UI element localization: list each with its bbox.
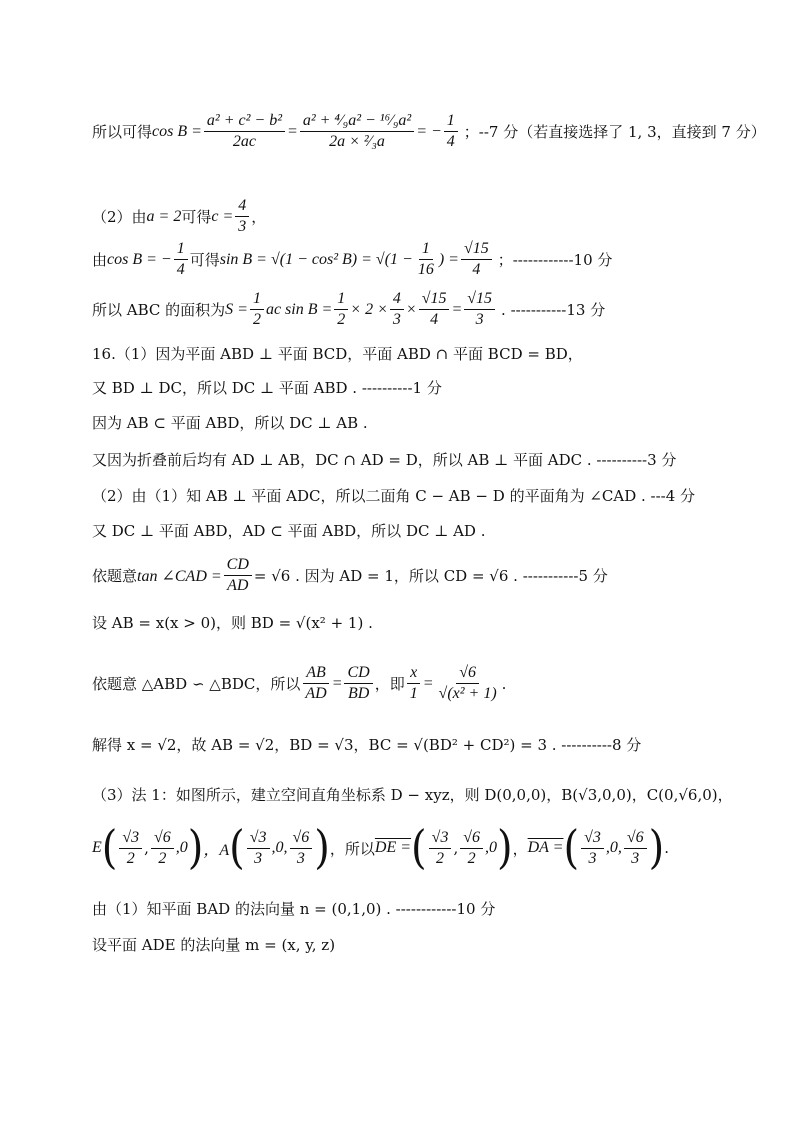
fraction [415, 240, 437, 279]
fraction [436, 664, 500, 703]
math-expr: tan ∠CAD = [137, 567, 222, 585]
text: ，所以 [329, 839, 375, 858]
line-part3: （3）法 1：如图所示，建立空间直角坐标系 D − xyz，则 D(0,0,0)，B(√3,0,0)，C(0,√6,0)， [92, 786, 733, 804]
score-note: . -----------13 分 [501, 301, 606, 319]
fraction-denominator: 4 [176, 261, 185, 278]
fraction-denominator: 3 [588, 849, 597, 867]
math-expr: c = [211, 207, 234, 225]
fraction-denominator: 3 [392, 311, 401, 328]
fraction [174, 240, 188, 279]
line-prefix: 依题意 [92, 567, 138, 585]
fraction-denominator: AD [305, 685, 327, 702]
math-expr: × 2 × [350, 300, 388, 318]
fraction [300, 112, 414, 151]
fraction-numerator: x [407, 664, 420, 684]
math-expr: × [405, 300, 417, 318]
equals-sign: = [422, 674, 434, 692]
fraction-denominator: 2ac [232, 133, 257, 150]
equals-sign: = [287, 122, 298, 140]
score-note: ；------------10 分 [497, 251, 613, 269]
fraction-numerator: √15 [419, 290, 450, 310]
fraction-denominator: 2a × ²⁄₃a [329, 133, 385, 150]
fraction [344, 664, 372, 703]
score-note: ；--7 分（若直接选择了 1, 3，直接到 7 分） [463, 123, 766, 141]
fraction-numerator: 4 [390, 290, 404, 310]
math-expr: ) = [438, 250, 459, 268]
text: . [664, 839, 670, 857]
math-expr: ,0, [605, 839, 622, 856]
fraction-denominator: 16 [417, 261, 434, 278]
math-expr: ,0 [175, 839, 188, 856]
fraction-numerator: CD [344, 664, 372, 684]
math-expr: ,0 [485, 839, 497, 856]
fraction-numerator: √6 [624, 829, 647, 849]
fraction [407, 664, 421, 703]
score-note: = √6 . 因为 AD = 1，所以 CD = √6 . -----------5 分 [253, 567, 608, 585]
equals-sign: = [331, 674, 343, 692]
line-solve: 解得 x = √2，故 AB = √2，BD = √3，BC = √(BD² + CD²) = 3 . ----------8 分 [92, 736, 642, 754]
paren-group: ( $\frac{√3}{3}$ ,0, $\frac{√6}{3}$ ) [229, 821, 330, 875]
text: 可得 [181, 208, 212, 226]
fraction-denominator: 2 [158, 849, 167, 867]
fraction-numerator: √3 [247, 829, 270, 849]
fraction-numerator: √6 [290, 829, 313, 849]
fraction-numerator: √3 [119, 829, 142, 849]
fraction-numerator: a² + ⁴⁄₉a² − ¹⁶⁄₉a² [300, 112, 414, 132]
line-sinB [92, 240, 612, 279]
line-tan [92, 556, 608, 595]
fraction-denominator: 3 [238, 218, 247, 235]
fraction-numerator: 1 [419, 240, 433, 260]
text: 可得 [189, 251, 220, 269]
math-expr: a = 2 [146, 207, 182, 225]
fraction [461, 240, 492, 279]
vector-DE: DE = [374, 839, 412, 856]
fraction-numerator: √3 [429, 829, 452, 849]
line-cosB [92, 112, 766, 151]
fraction-numerator: 1 [174, 240, 188, 260]
fraction-denominator: 2 [436, 849, 445, 867]
fraction [302, 664, 329, 703]
fraction [334, 290, 348, 329]
result-prefix: = − [416, 122, 442, 140]
fraction-numerator: 4 [235, 197, 249, 217]
fraction-denominator: 3 [254, 849, 263, 867]
fraction-denominator: 3 [475, 311, 484, 328]
math-expr: ac sin B = [265, 300, 333, 318]
line-prefix: 依题意 △ABD ∽ △BDC，所以 [92, 675, 301, 693]
fraction-numerator: 1 [250, 290, 264, 310]
math-expr: sin B = √(1 − cos² B) = √(1 − [219, 250, 413, 268]
line-16-5: （2）由（1）知 AB ⊥ 平面 ADC，所以二面角 C − AB − D 的平面角为 ∠CAD . ---4 分 [92, 487, 696, 505]
fraction-numerator: √15 [461, 240, 492, 260]
fraction-denominator: √(x² + 1) [438, 685, 497, 702]
text: ， [251, 208, 267, 226]
fraction-denominator: 2 [126, 849, 135, 867]
line-16-1: 16.（1）因为平面 ABD ⊥ 平面 BCD，平面 ABD ∩ 平面 BCD = BD， [92, 345, 583, 363]
point-label: ，A [203, 841, 230, 859]
fraction-denominator: 2 [252, 311, 261, 328]
equals-sign: = [191, 122, 202, 140]
fraction [390, 290, 404, 329]
line-16-6: 又 DC ⊥ 平面 ABD，AD ⊂ 平面 ABD，所以 DC ⊥ AD . [92, 522, 486, 540]
paren-group: ( $\frac{√3}{3}$ ,0, $\frac{√6}{3}$ ) [563, 821, 665, 875]
line-part2 [92, 197, 266, 236]
equals-sign: = [451, 300, 463, 318]
fraction-numerator: AB [303, 664, 329, 684]
line-normal-m: 设平面 ADE 的法向量 m = (x, y, z) [92, 936, 336, 954]
cosB-label: cos B [152, 122, 188, 140]
line-prefix: 所以 ABC 的面积为 [92, 301, 226, 319]
line-prefix: 由 [92, 251, 108, 269]
line-similar [92, 664, 506, 703]
math-expr: ,0, [271, 839, 288, 856]
fraction [464, 290, 495, 329]
line-16-4: 又因为折叠前后均有 AD ⊥ AB，DC ∩ AD = D，所以 AB ⊥ 平面 ADC . ----------3 分 [92, 451, 677, 469]
fraction-numerator: a² + c² − b² [204, 112, 285, 132]
fraction-denominator: 3 [631, 849, 640, 867]
text: . [501, 674, 507, 693]
text: ，即 [374, 675, 405, 693]
math-expr: cos B = − [107, 250, 172, 268]
fraction-numerator: √6 [456, 664, 479, 684]
fraction-numerator: 1 [334, 290, 348, 310]
fraction-denominator: 4 [430, 311, 439, 328]
paren-group: ( $\frac{√3}{2}$ , $\frac{√6}{2}$ ,0 ) [101, 821, 204, 875]
fraction [419, 290, 450, 329]
line-coords [92, 821, 670, 875]
text: ， [512, 839, 528, 858]
line-set-AB: 设 AB = x(x > 0)，则 BD = √(x² + 1) . [92, 614, 373, 632]
math-expr: S = [225, 300, 248, 318]
fraction-denominator: 4 [472, 261, 481, 278]
fraction-denominator: BD [347, 685, 370, 702]
fraction-numerator: √6 [460, 829, 483, 849]
fraction [250, 290, 264, 329]
fraction-denominator: 4 [446, 133, 455, 150]
line-prefix: （2）由 [92, 208, 147, 226]
fraction-denominator: AD [227, 577, 249, 594]
line-prefix: 所以可得 [92, 123, 153, 141]
fraction [204, 112, 285, 151]
paren-group: ( $\frac{√3}{2}$ , $\frac{√6}{2}$ ,0 ) [411, 821, 513, 875]
fraction-denominator: 3 [296, 849, 305, 867]
line-16-3: 因为 AB ⊂ 平面 ABD，所以 DC ⊥ AB . [92, 414, 368, 432]
point-label: E [92, 839, 102, 856]
fraction [224, 556, 252, 595]
fraction-numerator: √3 [581, 829, 604, 849]
fraction-numerator: √6 [151, 829, 174, 849]
line-normal-n: 由（1）知平面 BAD 的法向量 n = (0,1,0) . ------------10 分 [92, 900, 496, 918]
vector-DA: DA = [527, 839, 564, 856]
fraction-denominator: 2 [337, 311, 346, 328]
fraction-denominator: 2 [467, 849, 476, 867]
line-16-2: 又 BD ⊥ DC，所以 DC ⊥ 平面 ABD . ----------1 分 [92, 379, 442, 397]
fraction-numerator: 1 [444, 112, 458, 132]
fraction [235, 197, 249, 236]
fraction [444, 112, 458, 151]
fraction-denominator: 1 [409, 685, 418, 702]
fraction-numerator: CD [224, 556, 252, 576]
fraction-numerator: √15 [464, 290, 495, 310]
line-area [92, 290, 605, 329]
